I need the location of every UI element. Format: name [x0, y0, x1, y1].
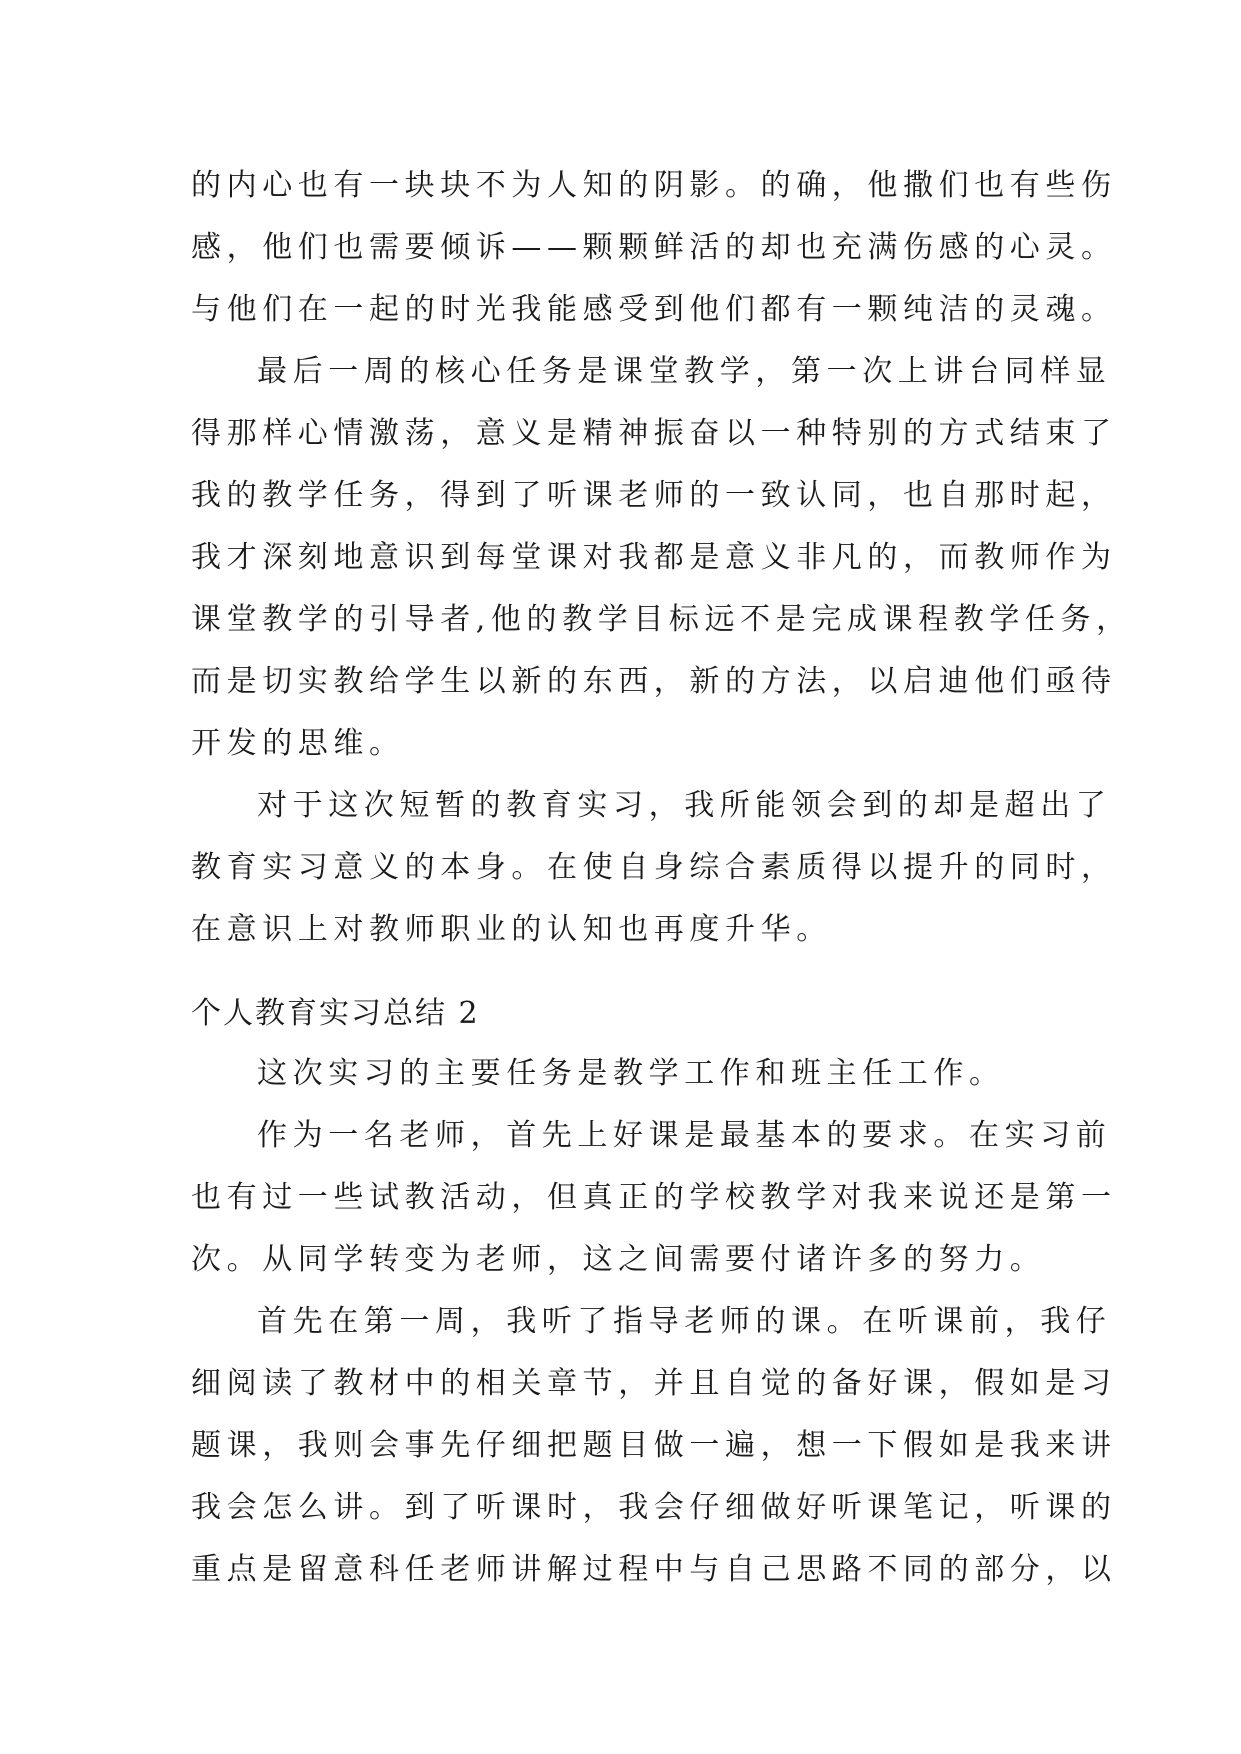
paragraph-line: 课堂教学的引导者,他的教学目标远不是完成课程教学任务，	[191, 602, 1132, 637]
paragraph-line: 感，他们也需要倾诉——颗颗鲜活的却也充满伤感的心灵。	[191, 230, 1117, 265]
paragraph-line: 也有过一些试教活动，但真正的学校教学对我来说还是第一	[191, 1180, 1117, 1215]
paragraph-line: 最后一周的核心任务是课堂教学，第一次上讲台同样显	[257, 354, 1112, 389]
paragraph-line: 作为一名老师，首先上好课是最基本的要求。在实习前	[257, 1118, 1112, 1153]
paragraph-line: 我会怎么讲。到了听课时，我会仔细做好听课笔记，听课的	[191, 1490, 1117, 1525]
paragraph-line: 与他们在一起的时光我能感受到他们都有一颗纯洁的灵魂。	[191, 292, 1117, 327]
paragraph-line: 次。从同学转变为老师，这之间需要付诸许多的努力。	[191, 1242, 1046, 1277]
section-heading: 个人教育实习总结 2	[191, 996, 480, 1031]
paragraph-line: 而是切实教给学生以新的东西，新的方法，以启迪他们亟待	[191, 664, 1117, 699]
paragraph-line: 我的教学任务，得到了听课老师的一致认同，也自那时起，	[191, 478, 1117, 513]
paragraph-line: 首先在第一周，我听了指导老师的课。在听课前，我仔	[257, 1304, 1112, 1339]
paragraph-line: 这次实习的主要任务是教学工作和班主任工作。	[257, 1056, 1005, 1091]
paragraph-line: 的内心也有一块块不为人知的阴影。的确，他撒们也有些伤	[191, 168, 1117, 203]
paragraph-line: 开发的思维。	[191, 726, 405, 761]
paragraph-line: 重点是留意科任老师讲解过程中与自己思路不同的部分，以	[191, 1552, 1117, 1587]
paragraph-line: 我才深刻地意识到每堂课对我都是意义非凡的，而教师作为	[191, 540, 1117, 575]
paragraph-line: 细阅读了教材中的相关章节，并且自觉的备好课，假如是习	[191, 1366, 1117, 1401]
paragraph-line: 教育实习意义的本身。在使自身综合素质得以提升的同时，	[191, 850, 1117, 885]
paragraph-line: 对于这次短暂的教育实习，我所能领会到的却是超出了	[257, 788, 1112, 823]
paragraph-line: 得那样心情激荡，意义是精神振奋以一种特别的方式结束了	[191, 416, 1117, 451]
paragraph-line: 在意识上对教师职业的认知也再度升华。	[191, 912, 832, 947]
paragraph-line: 题课，我则会事先仔细把题目做一遍，想一下假如是我来讲	[191, 1428, 1117, 1463]
